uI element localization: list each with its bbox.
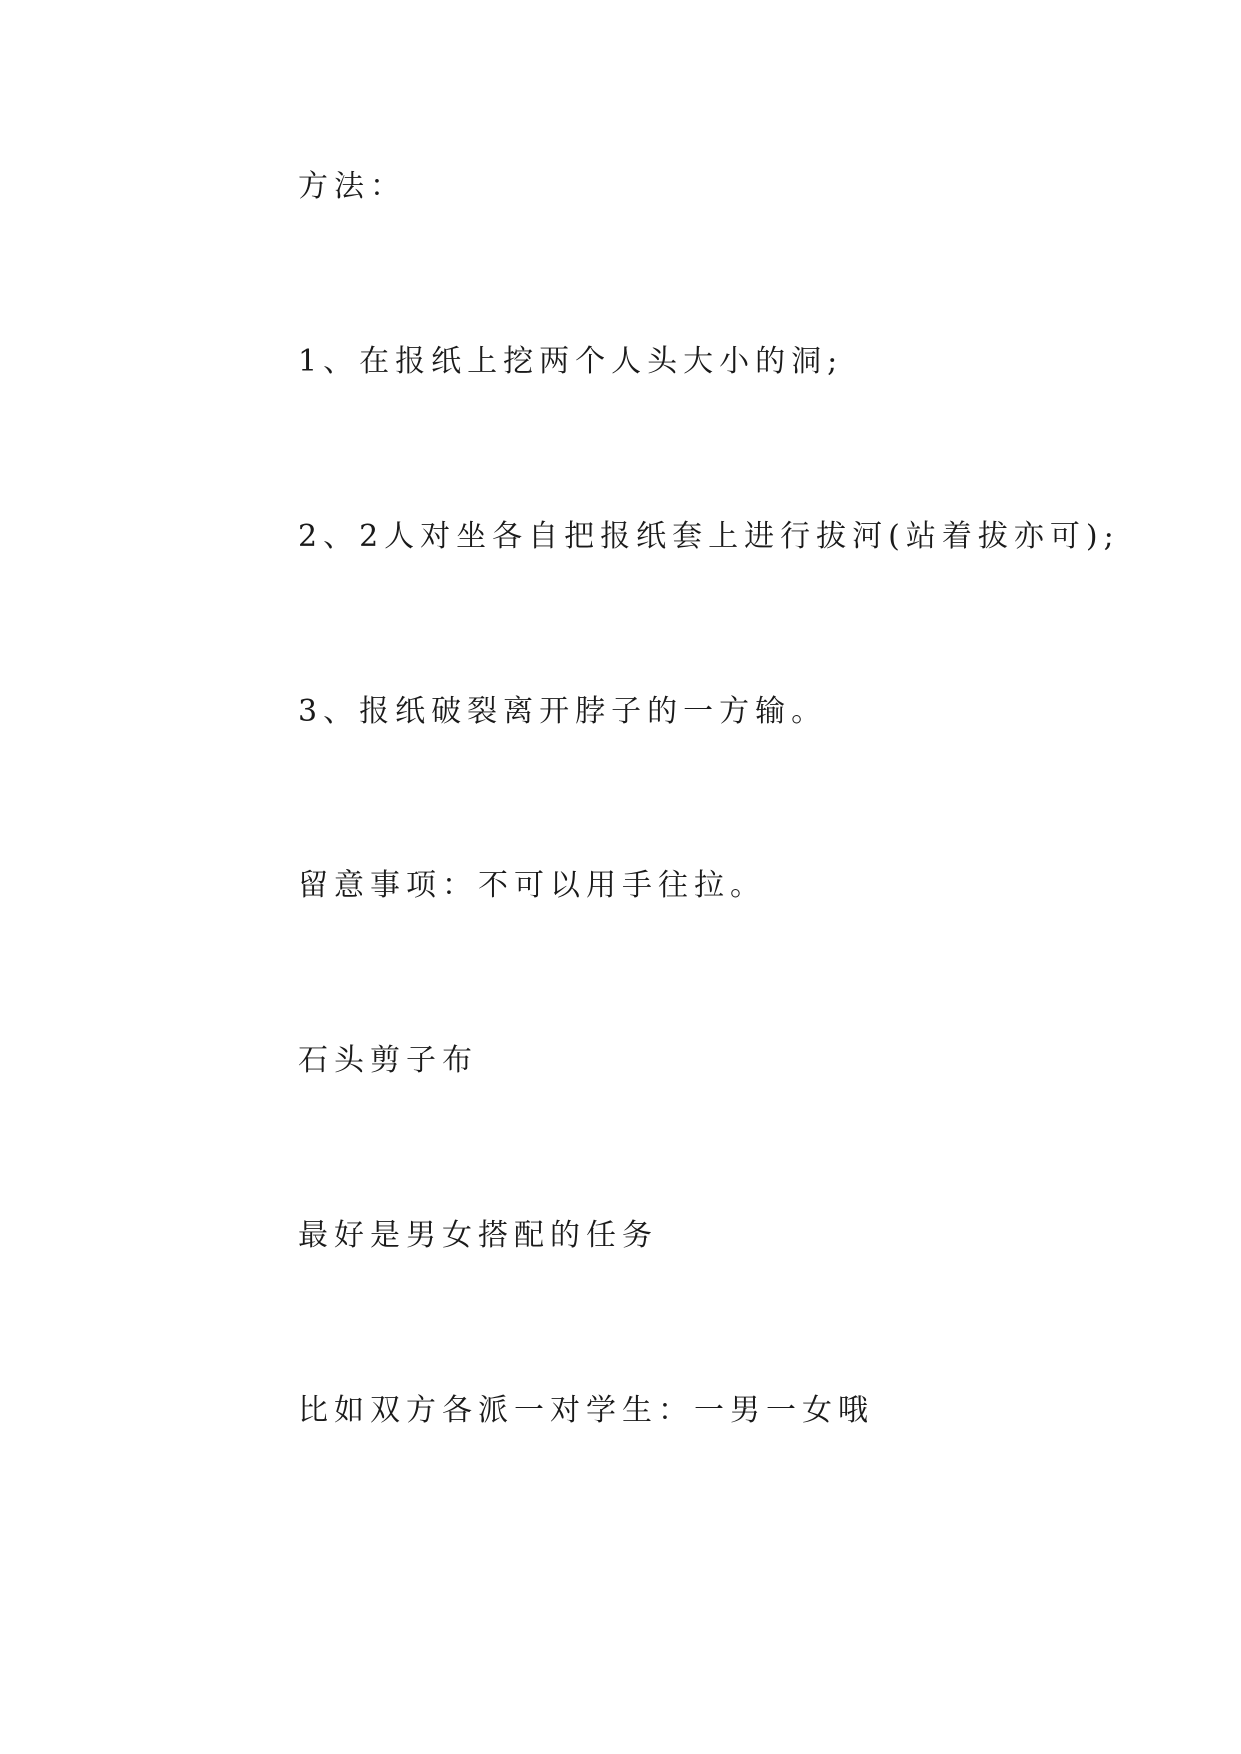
game-title-text: 石头剪子布 xyxy=(298,1043,478,1078)
notes-text: 留意事项：不可以用手往拉。 xyxy=(298,868,766,903)
step-3-text: 3、报纸破裂离开脖子的一方输。 xyxy=(298,694,828,729)
example-text: 比如双方各派一对学生：一男一女哦 xyxy=(298,1393,874,1428)
section-heading-method: 方法： xyxy=(298,169,406,204)
step-1-text: 1、在报纸上挖两个人头大小的洞; xyxy=(298,344,844,379)
step-2-text: 2、2人对坐各自把报纸套上进行拔河(站着拔亦可); xyxy=(298,519,1120,554)
task-suggestion-text: 最好是男女搭配的任务 xyxy=(298,1218,658,1253)
